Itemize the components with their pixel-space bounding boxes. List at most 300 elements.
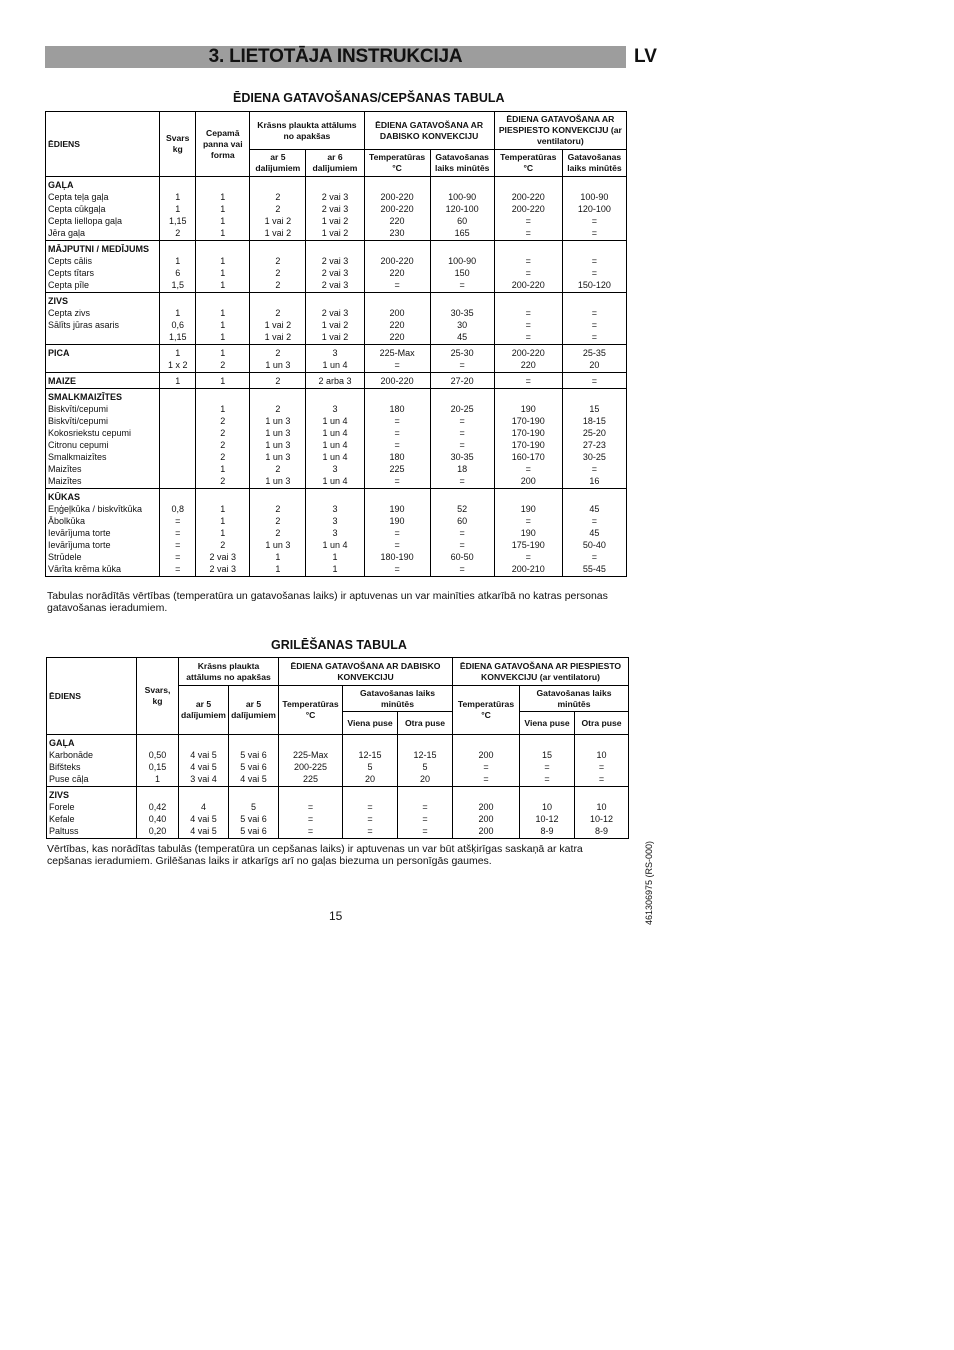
natural-temp-cell-value: 200-220	[380, 376, 414, 386]
group-name: SMALKMAIZĪTES	[48, 392, 122, 402]
natural-time-cell-value: 120-100	[445, 204, 479, 214]
section-header-bar	[45, 46, 626, 68]
pan-cell-value: 2 vai 3	[209, 552, 237, 562]
natural-time-cell-value: 165	[454, 228, 470, 238]
grill-weight-cell-value: 0,42	[148, 802, 167, 812]
weight-cell-value: 6	[175, 268, 181, 278]
shelf5-cell	[250, 241, 306, 293]
dish-cell	[46, 389, 160, 489]
shelf5-cell-value: 1 un 3	[265, 452, 291, 462]
spacer	[139, 737, 176, 749]
grill-forced-temp-cell-value: =	[483, 774, 489, 784]
shelf5-cell-value: 1	[275, 564, 281, 574]
forced-time-cell-value: 16	[589, 476, 600, 486]
natural-temp-cell-value: 220	[389, 216, 405, 226]
natural-time-cell-value: 30-35	[450, 452, 474, 462]
pan-cell-value: 2	[220, 452, 226, 462]
spacer	[198, 491, 247, 503]
shelf5-cell-value: 1	[275, 552, 281, 562]
grill-forced-temp-cell-value: 200	[478, 750, 494, 760]
grill-weight-cell	[137, 735, 179, 787]
weight-cell-value: 2	[175, 228, 181, 238]
grill-forced-side1-cell-value: 8-9	[540, 826, 554, 836]
grill-table-title: GRILĒŠANAS TABULA	[271, 638, 407, 652]
shelf5-cell	[250, 389, 306, 489]
grill-table	[46, 657, 629, 839]
shelf6-cell	[306, 489, 364, 577]
forced-time-cell-value: =	[591, 216, 598, 226]
grill-natural-side1-cell	[343, 787, 398, 839]
shelf5-cell-value: 2	[275, 348, 281, 358]
forced-time-cell-value: 120-100	[577, 204, 611, 214]
natural-time-cell-value: 25-30	[450, 348, 474, 358]
spacer	[497, 295, 560, 307]
natural-time-cell-value: =	[459, 540, 465, 550]
grill-header-forced-time: Gatavošanas laiks minūtēs	[520, 686, 629, 712]
weight-cell	[160, 489, 196, 577]
table-row	[46, 489, 627, 577]
pan-cell-value: 1	[220, 268, 226, 278]
forced-time-cell-value: 25-20	[582, 428, 606, 438]
spacer	[162, 491, 193, 503]
natural-temp-cell-value: 180-190	[380, 552, 414, 562]
grill-header-dish: ĒDIENS	[47, 658, 137, 735]
natural-temp-cell-value: 200-220	[380, 192, 414, 202]
forced-temp-cell	[494, 345, 562, 373]
pan-cell-value: 1	[220, 332, 226, 342]
grill-shelf-a-cell-value: 4	[200, 802, 206, 812]
shelf5-cell-value: 1 vai 2	[264, 320, 292, 330]
natural-temp-cell	[364, 389, 430, 489]
spacer	[565, 179, 624, 191]
weight-cell-value: =	[175, 516, 181, 526]
grill-header-forced-sub: (ar ventilatoru)	[539, 671, 600, 682]
natural-time-cell	[430, 241, 494, 293]
dish-name: Karbonāde	[49, 750, 94, 760]
natural-temp-cell	[364, 373, 430, 389]
forced-temp-cell-value: 170-190	[511, 416, 545, 426]
spacer	[565, 491, 624, 503]
pan-cell-value: 1	[220, 256, 226, 266]
shelf6-cell-value: 1 vai 2	[321, 228, 349, 238]
grill-header-forced-side-2: Otra puse	[575, 712, 629, 735]
natural-temp-cell	[364, 489, 430, 577]
header-shelf: Krāsns plaukta attālums no apakšas	[250, 112, 364, 150]
spacer	[345, 737, 395, 749]
natural-time-cell	[430, 489, 494, 577]
group-name: ZIVS	[48, 296, 69, 306]
dish-cell	[46, 177, 160, 241]
natural-time-cell	[430, 389, 494, 489]
natural-time-cell-value: =	[459, 360, 465, 370]
spacer	[522, 789, 572, 801]
spacer	[497, 179, 560, 191]
header-natural-time: Gatavošanas laiks minūtēs	[430, 150, 494, 177]
natural-time-cell-value: =	[459, 476, 465, 486]
language-code: LV	[634, 46, 657, 67]
grill-forced-temp-cell-value: 200	[478, 826, 494, 836]
dish-cell	[46, 241, 160, 293]
shelf6-cell-value: 1 vai 2	[321, 216, 349, 226]
natural-temp-cell-value: =	[394, 440, 400, 450]
forced-time-cell-value: 30-25	[582, 452, 606, 462]
pan-cell-value: 1	[220, 348, 226, 358]
spacer	[162, 243, 193, 255]
spacer	[433, 179, 492, 191]
pan-cell-value: 1	[220, 516, 226, 526]
grill-natural-side1-cell	[343, 735, 398, 787]
grill-shelf-a-cell-value: 4 vai 5	[190, 814, 217, 824]
dish-name: Cepta cūkgaļa	[48, 204, 106, 214]
shelf6-cell-value: 1 un 4	[322, 360, 348, 370]
weight-cell-value: 0,8	[171, 504, 184, 514]
header-dish: ĒDIENS	[46, 112, 160, 177]
natural-temp-cell-value: 200	[389, 308, 405, 318]
forced-temp-cell	[494, 373, 562, 389]
header-shelf-5: ar 5 dalījumiem	[250, 150, 306, 177]
grill-natural-side1-cell-value: =	[367, 802, 373, 812]
shelf5-cell-value: 1 un 3	[265, 416, 291, 426]
forced-temp-cell-value: 170-190	[511, 440, 545, 450]
shelf6-cell-value: 3	[332, 348, 338, 358]
grill-natural-side1-cell-value: 5	[367, 762, 373, 772]
dish-name: Sālīts jūras asaris	[48, 320, 120, 330]
natural-temp-cell-value: 190	[389, 516, 405, 526]
dish-name: Cepts tītars	[48, 268, 95, 278]
shelf6-cell-value: 3	[332, 404, 338, 414]
shelf6-cell	[306, 241, 364, 293]
shelf6-cell-value: 1 un 4	[322, 476, 348, 486]
table-row	[46, 389, 627, 489]
table-row	[46, 345, 627, 373]
forced-temp-cell	[494, 489, 562, 577]
spacer	[400, 737, 450, 749]
forced-temp-cell-value: =	[525, 308, 531, 318]
grill-forced-side2-cell-value: 10	[596, 750, 607, 760]
forced-time-cell	[562, 373, 626, 389]
grill-shelf-b-cell-value: 5 vai 6	[240, 750, 267, 760]
dish-cell	[46, 373, 160, 389]
spacer	[367, 491, 428, 503]
grill-natural-side1-cell-value: =	[367, 826, 373, 836]
pan-cell-value: 2	[220, 540, 226, 550]
forced-time-cell-value: =	[591, 464, 598, 474]
forced-time-cell	[562, 293, 626, 345]
natural-temp-cell-value: =	[394, 528, 400, 538]
grill-shelf-a-cell-value: 4 vai 5	[190, 826, 217, 836]
pan-cell-value: 1	[220, 528, 226, 538]
natural-temp-cell-value: =	[394, 280, 400, 290]
shelf6-cell	[306, 345, 364, 373]
shelf5-cell	[250, 293, 306, 345]
natural-time-cell-value: =	[459, 564, 465, 574]
forced-temp-cell-value: 200-220	[511, 348, 545, 358]
natural-time-cell-value: =	[459, 416, 465, 426]
grill-header-forced-temp: Temperatūras °C	[453, 686, 520, 735]
forced-temp-cell-value: =	[525, 552, 531, 562]
grill-forced-side2-cell	[575, 735, 629, 787]
grill-forced-side1-cell	[520, 787, 575, 839]
grill-forced-side1-cell-value: 10	[542, 802, 553, 812]
grill-natural-side2-cell-value: =	[422, 802, 428, 812]
weight-cell	[160, 389, 196, 489]
natural-time-cell-value: 45	[457, 332, 468, 342]
grill-shelf-b-cell-value: 4 vai 5	[240, 774, 267, 784]
weight-cell-value: 1 x 2	[167, 360, 188, 370]
forced-temp-cell-value: 160-170	[511, 452, 545, 462]
shelf6-cell-value: 2 vai 3	[321, 192, 349, 202]
weight-cell-value: 1	[175, 192, 181, 202]
weight-cell-value: 1	[175, 256, 181, 266]
grill-header-side-1: Viena puse	[343, 712, 398, 735]
spacer	[252, 295, 303, 307]
forced-time-cell-value: =	[591, 256, 598, 266]
pan-cell-value: 1	[220, 404, 226, 414]
grill-header-forced-side-1: Viena puse	[520, 712, 575, 735]
spacer	[367, 295, 428, 307]
forced-temp-cell	[494, 177, 562, 241]
natural-temp-cell-value: =	[394, 564, 400, 574]
natural-temp-cell-value: 225	[389, 464, 405, 474]
shelf6-cell-value: 1 un 4	[322, 540, 348, 550]
forced-temp-cell	[494, 389, 562, 489]
shelf6-cell-value: 3	[332, 464, 338, 474]
pan-cell-value: 1	[220, 228, 226, 238]
forced-temp-cell-value: 190	[520, 528, 536, 538]
forced-temp-cell-value: 200-220	[511, 192, 545, 202]
natural-temp-cell-value: 230	[389, 228, 405, 238]
natural-temp-cell-value: =	[394, 416, 400, 426]
grill-natural-side2-cell	[398, 735, 453, 787]
dish-name: Forele	[49, 802, 75, 812]
forced-time-cell-value: =	[591, 320, 598, 330]
spacer	[198, 179, 247, 191]
spacer	[231, 737, 276, 749]
grill-shelf-b-cell-value: 5	[251, 802, 257, 812]
pan-cell-value: 1	[220, 192, 226, 202]
grill-weight-cell-value: 0,15	[148, 762, 167, 772]
shelf5-cell-value: 1 vai 2	[264, 332, 292, 342]
cooking-table-title: ĒDIENA GATAVOŠANAS/CEPŠANAS TABULA	[233, 91, 505, 105]
grill-header-forced	[453, 658, 629, 686]
pan-cell-value: 1	[220, 504, 226, 514]
forced-temp-cell-value: 200-220	[511, 204, 545, 214]
grill-shelf-b-cell	[229, 735, 279, 787]
shelf5-cell-value: 1 un 3	[265, 476, 291, 486]
shelf6-cell-value: 2 vai 3	[321, 256, 349, 266]
grill-forced-temp-cell	[453, 787, 520, 839]
spacer	[308, 295, 361, 307]
grill-header-shelf-b: ar 5 dalījumiem	[229, 686, 279, 735]
dish-name: Cepta pīle	[48, 280, 90, 290]
spacer	[181, 737, 226, 749]
grill-forced-side1-cell-value: 10-12	[535, 814, 559, 824]
pan-cell	[196, 389, 250, 489]
grill-natural-side2-cell-value: 20	[420, 774, 431, 784]
forced-temp-cell	[494, 241, 562, 293]
natural-temp-cell-value: 220	[389, 268, 405, 278]
forced-temp-cell-value: =	[525, 376, 531, 386]
grill-forced-side1-cell	[520, 735, 575, 787]
grill-shelf-b-cell-value: 5 vai 6	[240, 826, 267, 836]
shelf5-cell	[250, 373, 306, 389]
spacer	[252, 391, 303, 403]
dish-cell	[46, 489, 160, 577]
forced-temp-cell-value: =	[525, 320, 531, 330]
forced-time-cell	[562, 177, 626, 241]
shelf6-cell-value: 3	[332, 528, 338, 538]
natural-time-cell-value: 30	[457, 320, 468, 330]
header-forced-temp: Temperatūras °C	[494, 150, 562, 177]
grill-shelf-b-cell-value: 5 vai 6	[240, 762, 267, 772]
pan-cell-value: 2	[220, 440, 226, 450]
shelf5-cell-value: 1 vai 2	[264, 228, 292, 238]
dish-name: Kefale	[49, 814, 75, 824]
grill-natural-side1-cell-value: 12-15	[358, 750, 382, 760]
grill-header-shelf: Krāsns plaukta attālums no apakšas	[179, 658, 279, 686]
pan-cell-value: 1	[220, 216, 226, 226]
grill-forced-temp-cell-value: 200	[478, 814, 494, 824]
shelf6-cell-value: 1 vai 2	[321, 320, 349, 330]
forced-temp-cell-value: =	[525, 268, 531, 278]
shelf5-cell-value: 1 un 3	[265, 540, 291, 550]
spacer	[565, 391, 624, 403]
dish-name: Maizītes	[48, 464, 82, 474]
table-row	[47, 787, 629, 839]
natural-temp-cell-value: 200-220	[380, 204, 414, 214]
grill-natural-side2-cell	[398, 787, 453, 839]
grill-forced-side1-cell-value: 15	[542, 750, 553, 760]
natural-time-cell-value: =	[459, 440, 465, 450]
spacer	[252, 491, 303, 503]
grill-forced-side1-cell-value: =	[544, 774, 550, 784]
pan-cell	[196, 345, 250, 373]
pan-cell	[196, 293, 250, 345]
weight-cell	[160, 373, 196, 389]
grill-natural-side1-cell-value: 20	[365, 774, 376, 784]
pan-cell-value: 1	[220, 308, 226, 318]
grill-weight-cell-value: 0,20	[148, 826, 167, 836]
spacer	[497, 491, 560, 503]
document-code: 461306975 (RS-000)	[644, 840, 654, 925]
grill-natural-temp-cell-value: 225	[303, 774, 319, 784]
natural-time-cell-value: =	[459, 428, 465, 438]
grill-natural-temp-cell-value: =	[307, 826, 314, 836]
forced-temp-cell-value: 170-190	[511, 428, 545, 438]
spacer	[162, 295, 193, 307]
grill-natural-temp-cell	[279, 735, 343, 787]
shelf6-cell-value: 1 un 4	[322, 440, 348, 450]
pan-cell-value: 1	[220, 280, 226, 290]
pan-cell	[196, 373, 250, 389]
dish-name: Jēra gaļa	[48, 228, 86, 238]
group-name: PICA	[48, 348, 70, 358]
grill-forced-temp-cell-value: 200	[478, 802, 494, 812]
group-name: GAĻA	[49, 738, 75, 748]
grill-weight-cell	[137, 787, 179, 839]
spacer	[433, 295, 492, 307]
forced-time-cell-value: 50-40	[582, 540, 606, 550]
group-name: MĀJPUTNI / MEDĪJUMS	[48, 244, 150, 254]
forced-temp-cell-value: =	[525, 228, 531, 238]
pan-cell-value: 2	[220, 428, 226, 438]
forced-time-cell-value: 150-120	[577, 280, 611, 290]
shelf6-cell-value: 1 un 4	[322, 452, 348, 462]
natural-time-cell-value: =	[459, 280, 465, 290]
shelf5-cell	[250, 345, 306, 373]
spacer	[198, 295, 247, 307]
header-natural-temp: Temperatūras °C	[364, 150, 430, 177]
forced-temp-cell-value: =	[525, 332, 531, 342]
forced-time-cell-value: =	[591, 308, 598, 318]
shelf6-cell	[306, 293, 364, 345]
natural-time-cell-value: 18	[457, 464, 468, 474]
grill-forced-temp-cell	[453, 735, 520, 787]
spacer	[433, 243, 492, 255]
forced-time-cell-value: =	[591, 552, 598, 562]
page-number: 15	[329, 909, 343, 923]
grill-header-weight: Svars, kg	[137, 658, 179, 735]
weight-cell	[160, 345, 196, 373]
shelf6-cell-value: 2 vai 3	[321, 204, 349, 214]
spacer	[308, 179, 361, 191]
forced-temp-cell-value: 190	[520, 404, 536, 414]
grill-forced-side2-cell-value: 10	[596, 802, 607, 812]
weight-cell	[160, 241, 196, 293]
shelf6-cell-value: 1	[332, 564, 338, 574]
shelf6-cell-value: 3	[332, 504, 338, 514]
grill-natural-side2-cell-value: =	[422, 826, 428, 836]
group-name: MAIZE	[48, 376, 76, 386]
natural-temp-cell-value: =	[394, 360, 400, 370]
shelf6-cell-value: 1 un 4	[322, 416, 348, 426]
natural-time-cell	[430, 177, 494, 241]
weight-cell-value: 0,6	[171, 320, 184, 330]
shelf5-cell-value: 2	[275, 516, 281, 526]
shelf5-cell	[250, 177, 306, 241]
grill-natural-side2-cell-value: 12-15	[413, 750, 437, 760]
spacer	[252, 243, 303, 255]
natural-time-cell-value: 30-35	[450, 308, 474, 318]
forced-time-cell-value: =	[591, 376, 598, 386]
dish-name: Smalkmaizītes	[48, 452, 107, 462]
forced-time-cell-value: 25-35	[582, 348, 606, 358]
shelf5-cell-value: 1 un 3	[265, 440, 291, 450]
grill-forced-side2-cell-value: 10-12	[590, 814, 614, 824]
spacer	[577, 789, 626, 801]
dish-name: Ābolkūka	[48, 516, 86, 526]
spacer	[162, 391, 193, 403]
forced-temp-cell-value: =	[525, 216, 531, 226]
spacer	[565, 295, 624, 307]
header-pan: Cepamā panna vai forma	[196, 112, 250, 177]
grill-shelf-b-cell	[229, 787, 279, 839]
pan-cell-value: 1	[220, 320, 226, 330]
grill-forced-side2-cell	[575, 787, 629, 839]
natural-time-cell-value: 20-25	[450, 404, 474, 414]
spacer	[433, 491, 492, 503]
shelf5-cell-value: 2	[275, 464, 281, 474]
forced-time-cell	[562, 389, 626, 489]
forced-time-cell-value: 20	[589, 360, 600, 370]
shelf5-cell-value: 2	[275, 404, 281, 414]
dish-name: Ievārījuma torte	[48, 540, 111, 550]
natural-time-cell-value: 27-20	[450, 376, 474, 386]
forced-time-cell	[562, 241, 626, 293]
forced-time-cell-value: 18-15	[582, 416, 606, 426]
natural-temp-cell-value: 200-220	[380, 256, 414, 266]
forced-time-cell-value: 27-23	[582, 440, 606, 450]
